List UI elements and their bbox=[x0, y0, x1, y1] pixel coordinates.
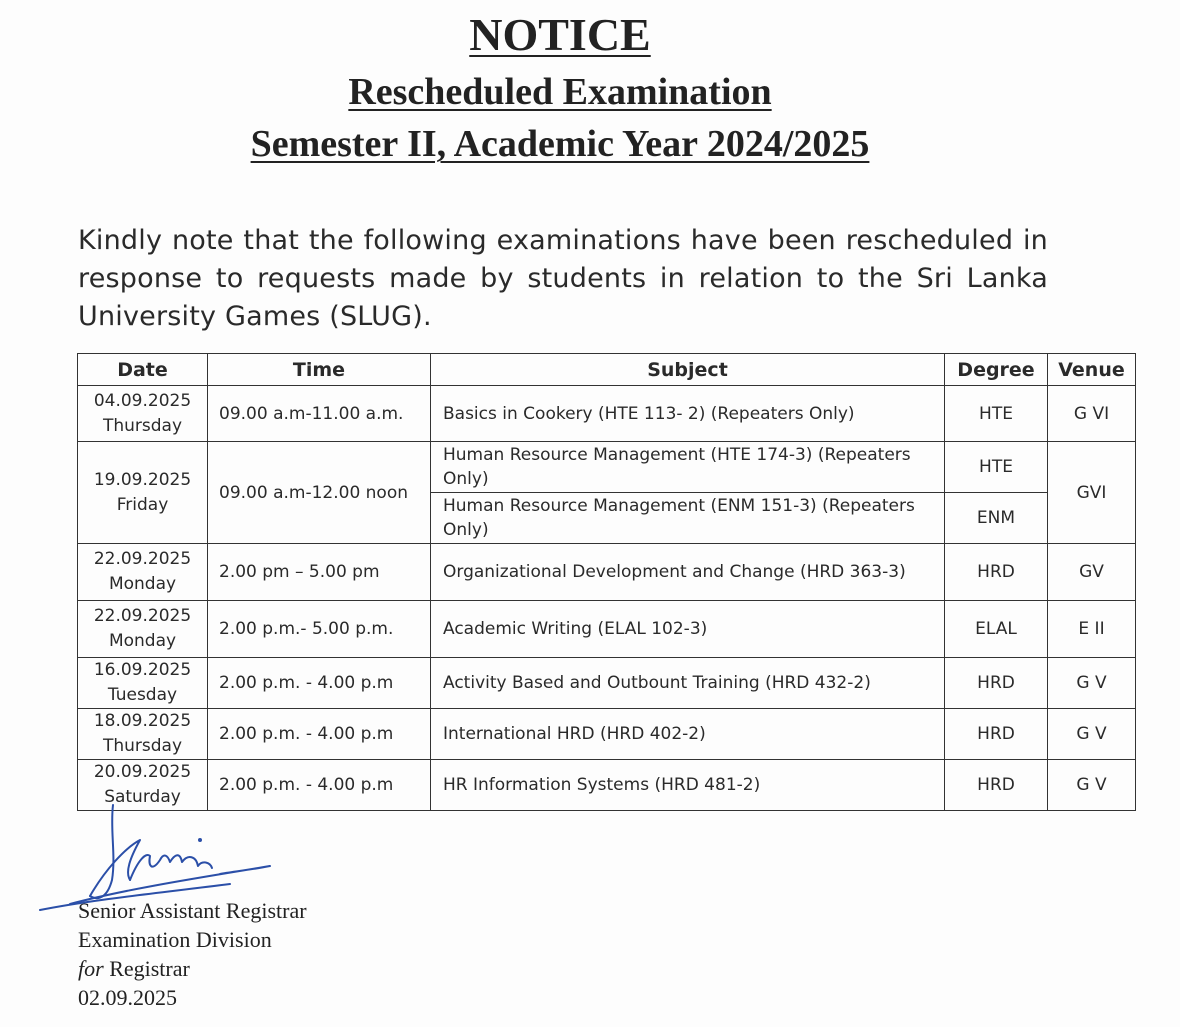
subject-cell: Activity Based and Outbount Training (HRD 432-2) bbox=[431, 658, 945, 709]
table-row bbox=[78, 709, 1136, 760]
date-text: 19.09.2025 bbox=[93, 469, 192, 490]
degree-cell: HRD bbox=[945, 760, 1048, 811]
venue-cell: G VI bbox=[1048, 386, 1136, 442]
date-cell bbox=[78, 658, 208, 709]
degree-cell: HRD bbox=[945, 709, 1048, 760]
day-text: Friday bbox=[116, 494, 169, 515]
date-text: 22.09.2025 bbox=[93, 549, 192, 569]
degree-cell: HRD bbox=[945, 544, 1048, 601]
header-time: Time bbox=[208, 354, 431, 386]
day-text: Tuesday bbox=[107, 685, 178, 705]
footer-title: Senior Assistant Registrar bbox=[78, 898, 307, 923]
footer-for: for bbox=[78, 956, 104, 981]
footer-block bbox=[78, 896, 307, 1012]
subject-cell: Basics in Cookery (HTE 113- 2) (Repeaters Only) bbox=[431, 386, 945, 442]
venue-cell: GV bbox=[1048, 544, 1136, 601]
time-cell: 09.00 a.m-11.00 a.m. bbox=[208, 386, 431, 442]
day-text: Saturday bbox=[104, 787, 181, 807]
date-cell bbox=[78, 601, 208, 658]
time-cell: 2.00 pm – 5.00 pm bbox=[208, 544, 431, 601]
time-cell: 2.00 p.m.- 5.00 p.m. bbox=[208, 601, 431, 658]
degree-cell: HRD bbox=[945, 658, 1048, 709]
venue-cell: E II bbox=[1048, 601, 1136, 658]
date-cell bbox=[78, 386, 208, 442]
day-text: Thursday bbox=[102, 736, 183, 756]
table-row bbox=[78, 442, 1136, 493]
date-cell bbox=[78, 442, 208, 544]
degree-cell: HTE bbox=[945, 386, 1048, 442]
subject-cell: HR Information Systems (HRD 481-2) bbox=[431, 760, 945, 811]
table-row bbox=[78, 658, 1136, 709]
date-text: 22.09.2025 bbox=[93, 606, 192, 626]
day-text: Monday bbox=[108, 631, 177, 651]
subject-cell: International HRD (HRD 402-2) bbox=[431, 709, 945, 760]
venue-cell: G V bbox=[1048, 709, 1136, 760]
exam-table bbox=[77, 353, 1136, 811]
table-header-row bbox=[78, 354, 1136, 386]
degree-cell: ENM bbox=[945, 493, 1048, 544]
notice-subtitle: Rescheduled Examination bbox=[348, 71, 772, 113]
notice-semester: Semester II, Academic Year 2024/2025 bbox=[250, 123, 870, 165]
table-row bbox=[78, 601, 1136, 658]
time-cell: 2.00 p.m. - 4.00 p.m bbox=[208, 760, 431, 811]
footer-division: Examination Division bbox=[78, 927, 272, 952]
table-row bbox=[78, 544, 1136, 601]
time-cell: 2.00 p.m. - 4.00 p.m bbox=[208, 658, 431, 709]
degree-cell: ELAL bbox=[945, 601, 1048, 658]
header-degree: Degree bbox=[945, 354, 1048, 386]
subject-cell: Academic Writing (ELAL 102-3) bbox=[431, 601, 945, 658]
venue-cell: GVI bbox=[1048, 442, 1136, 544]
date-text: 18.09.2025 bbox=[93, 711, 192, 731]
header-date: Date bbox=[78, 354, 208, 386]
venue-cell: G V bbox=[1048, 658, 1136, 709]
date-text: 20.09.2025 bbox=[93, 762, 192, 782]
day-text: Thursday bbox=[102, 415, 183, 436]
date-cell bbox=[78, 544, 208, 601]
header-subject: Subject bbox=[431, 354, 945, 386]
venue-cell: G V bbox=[1048, 760, 1136, 811]
intro-paragraph: Kindly note that the following examinations have been rescheduled in response to requests made by students in relation to the Sri Lanka University Games (SLUG). bbox=[78, 225, 1048, 332]
footer-registrar: Registrar bbox=[109, 956, 190, 981]
day-text: Monday bbox=[108, 574, 177, 594]
time-cell: 2.00 p.m. - 4.00 p.m bbox=[208, 709, 431, 760]
table-row bbox=[78, 386, 1136, 442]
date-text: 16.09.2025 bbox=[93, 660, 192, 680]
notice-title: NOTICE bbox=[469, 9, 651, 60]
date-text: 04.09.2025 bbox=[93, 390, 192, 411]
exam-table-wrapper bbox=[77, 353, 1136, 811]
footer-date: 02.09.2025 bbox=[78, 985, 177, 1010]
subject-cell: Organizational Development and Change (HRD 363-3) bbox=[431, 544, 945, 601]
subject-cell: Human Resource Management (ENM 151-3) (Repeaters Only) bbox=[431, 493, 945, 544]
header-venue: Venue bbox=[1048, 354, 1136, 386]
date-cell bbox=[78, 709, 208, 760]
footer-for-registrar bbox=[78, 954, 307, 983]
time-cell: 09.00 a.m-12.00 noon bbox=[208, 442, 431, 544]
subject-cell: Human Resource Management (HTE 174-3) (Repeaters Only) bbox=[431, 442, 945, 493]
degree-cell: HTE bbox=[945, 442, 1048, 493]
